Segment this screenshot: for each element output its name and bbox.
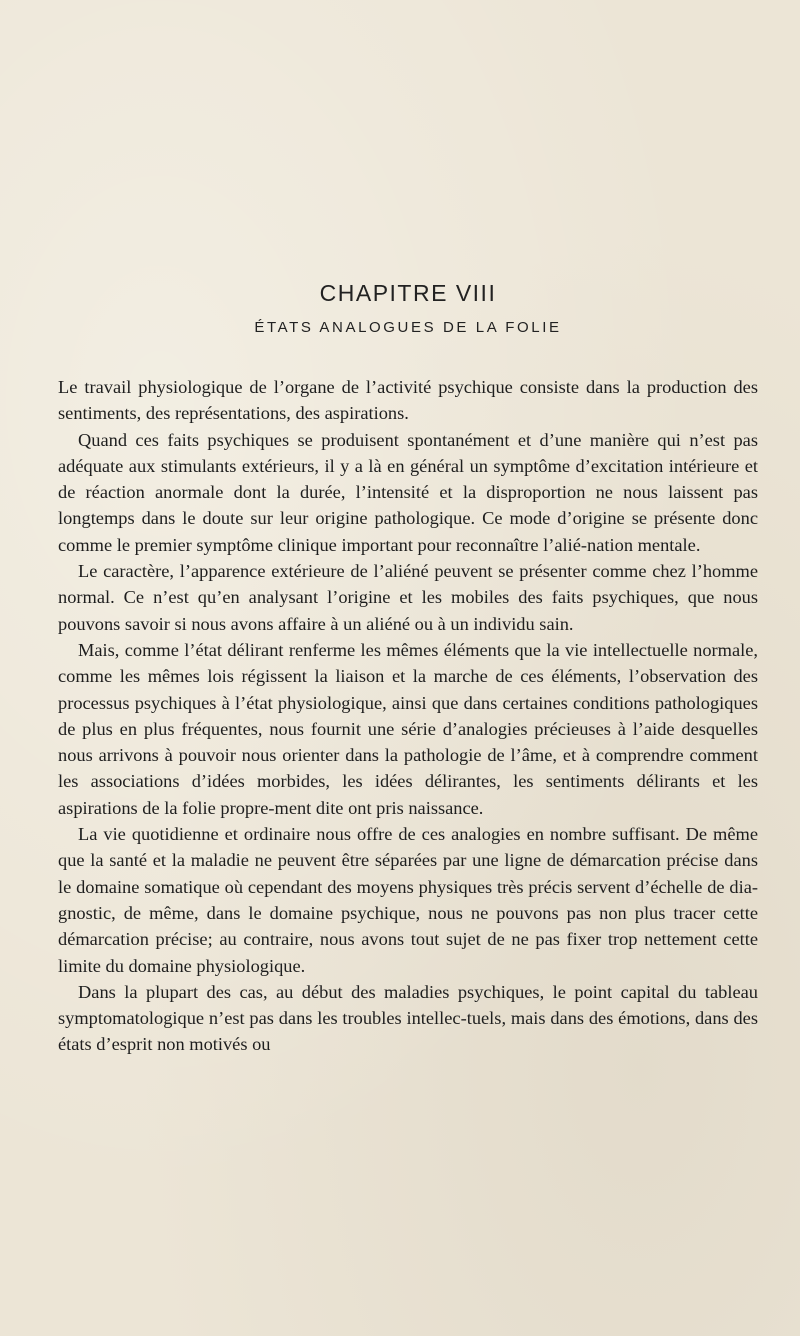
- paragraph: Le caractère, l’apparence extérieure de l’aliéné peuvent se présenter comme chez l’homme normal. Ce n’est qu’en analysant l’origine et les mobiles des faits psychiques, que nous pouvons savoir si nous avons affaire à un aliéné ou à un individu sain.: [58, 561, 758, 634]
- chapter-title: CHAPITRE VIII: [319, 280, 497, 306]
- page-content: [58, 280, 758, 1058]
- body-text: [58, 374, 758, 1058]
- paragraph: Mais, comme l’état délirant renferme les mêmes éléments que la vie intellectuelle normale, comme les mêmes lois régissent la liaison et la marche de ces éléments, l’observation des processus psychiques à l’état physiologique, ainsi que dans certaines conditions pathologiques de plus en plus fréquentes, nous fournit une série d’analogies précieuses à l’aide desquelles nous arrivons à pouvoir nous orienter dans la pathologie de l’âme, et à comprendre comment les associations d’idées morbides, les idées délirantes, les sentiments délirants et les aspirations de la folie propre-ment dite ont pris naissance.: [58, 639, 758, 818]
- paragraph: La vie quotidienne et ordinaire nous offre de ces analogies en nombre suffisant. De même que la santé et la maladie ne peuvent être séparées par une ligne de démarcation précise dans le domaine somatique où cependant des moyens physiques très précis servent d’échelle de dia-gnostic, de même, dans le domaine psychique, nous ne pouvons pas non plus tracer cette démarcation précise; au contraire, nous avons tout sujet de ne pas fixer trop nettement cette limite du domaine physiologique.: [58, 824, 758, 976]
- chapter-subtitle: ÉTATS ANALOGUES DE LA FOLIE: [254, 319, 562, 336]
- paragraph: Le travail physiologique de l’organe de l’activité psychique consiste dans la production des sentiments, des représentations, des aspirations.: [58, 377, 758, 424]
- paragraph: Dans la plupart des cas, au début des maladies psychiques, le point capital du tableau symptomatologique n’est pas dans les troubles intellec-tuels, mais dans des émotions, dans des états d’esprit non motivés ou: [58, 981, 758, 1055]
- paragraph: Quand ces faits psychiques se produisent spontanément et d’une manière qui n’est pas adéquate aux stimulants extérieurs, il y a là en général un symptôme d’excitation intérieure et de réaction anormale dont la durée, l’intensité et la disproportion ne nous laissent pas longtemps dans le doute sur leur origine pathologique. Ce mode d’origine se présente donc comme le premier symptôme clinique important pour reconnaître l’alié-nation mentale.: [58, 429, 758, 555]
